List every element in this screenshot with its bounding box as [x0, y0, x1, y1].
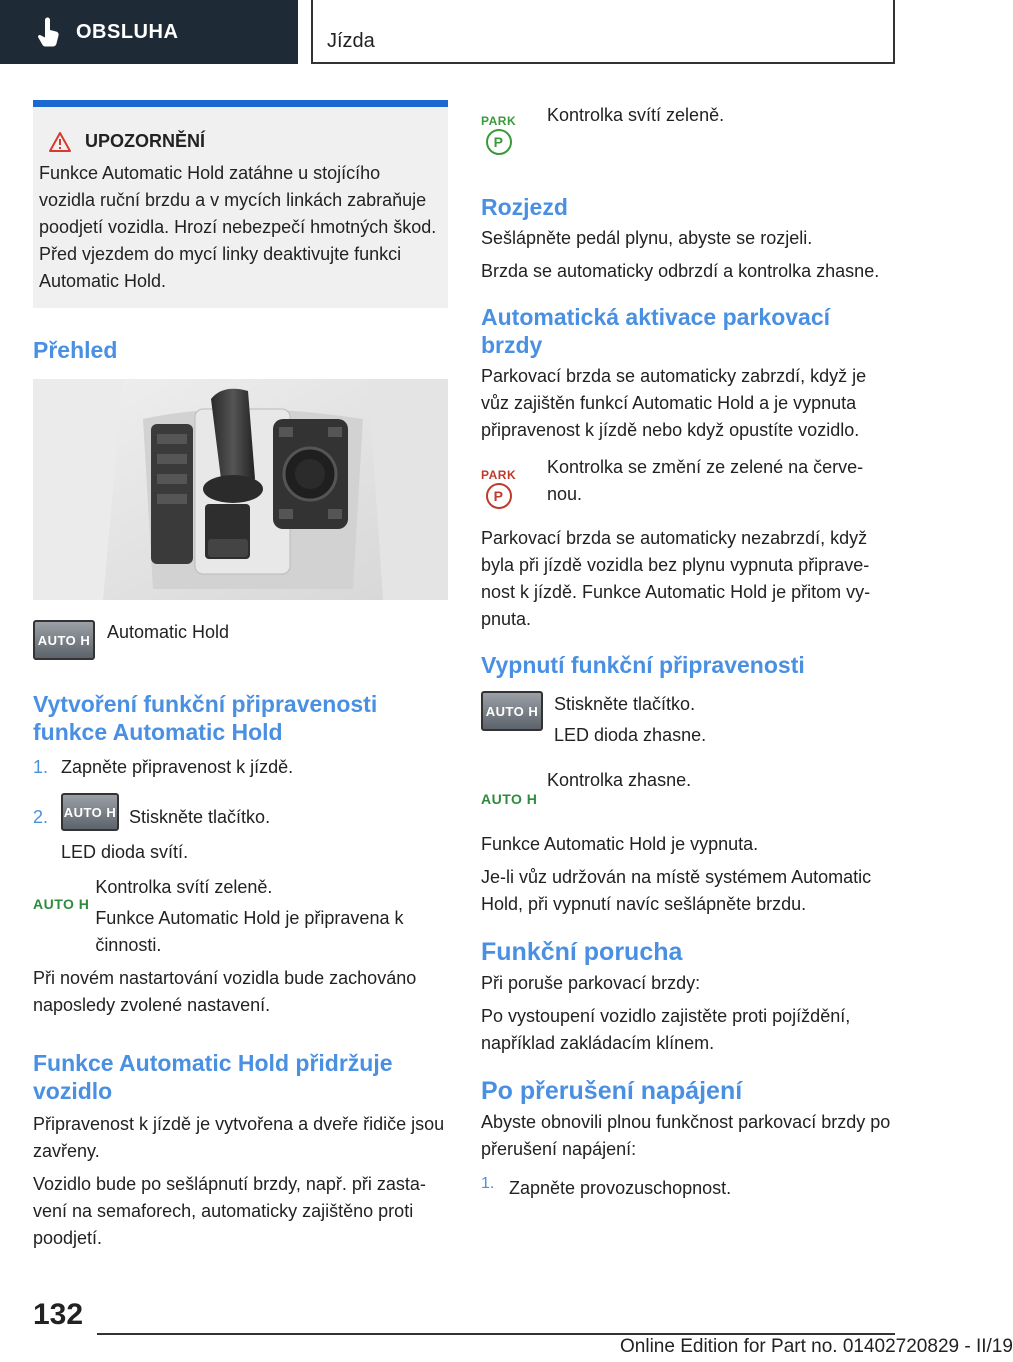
note-text: Při novém nastartování vozidla bude zachováno naposledy zvolené nastavení.: [33, 968, 417, 1015]
step-text: Zapněte připravenost k jízdě.: [61, 757, 294, 777]
holds-heading: Funkce Automatic Hold přidržuje vozidlo: [33, 1050, 393, 1104]
off-paragraph-1: Funkce Automatic Hold je vypnuta.: [481, 834, 759, 854]
warning-triangle-icon: [49, 132, 71, 152]
indicator-text-2: Funkce Automatic Hold je připravena k činnosti.: [95, 908, 404, 955]
indicator-text-1: Kontrolka svítí zeleně.: [95, 877, 273, 897]
off-paragraph-2: Je-li vůz udržován na místě systémem Automatic Hold, při vypnutí navíc sešlápněte brzdu.: [481, 867, 872, 914]
park-red-text: Kontrolka se změní ze zelené na červenou.: [547, 457, 864, 504]
left-column: [33, 100, 448, 1252]
holds-paragraph-2: Vozidlo bude po sešlápnutí brzdy, např. při zastavení na semaforech, automaticky zajištěno proti poodjetí.: [33, 1174, 426, 1248]
power-heading: Po přerušení napájení: [481, 1077, 743, 1105]
fault-paragraph-1: Při poruše parkovací brzdy:: [481, 973, 701, 993]
off-indicator-row: [481, 767, 896, 809]
warning-title-text: UPOZORNĚNÍ: [85, 131, 206, 151]
right-column: [481, 100, 896, 1202]
step-text: Stiskněte tlačítko.: [129, 807, 271, 827]
off-button-text-1: Stiskněte tlačítko.: [554, 694, 696, 714]
auto-hold-button-icon: AUTO H: [481, 691, 543, 731]
create-step-1: [33, 754, 448, 781]
hand-pointer-icon: [36, 17, 62, 47]
step-number: 1.: [481, 1175, 495, 1192]
power-step-1: [481, 1175, 896, 1202]
park-indicator-red-icon: PARK P: [481, 468, 516, 509]
rozjezd-paragraph-2: Brzda se automaticky odbrzdí a kontrolka zhasne.: [481, 261, 880, 281]
auto-hold-button-icon: AUTO H: [33, 620, 95, 660]
step-text: Zapněte provozuschopnost.: [509, 1178, 732, 1198]
park-green-text: Kontrolka svítí zeleně.: [547, 105, 725, 125]
overview-button-row: [33, 620, 448, 660]
auto-park-heading: Automatická aktivace parkovací brzdy: [481, 304, 831, 358]
off-indicator-text: Kontrolka zhasne.: [547, 770, 692, 790]
park-indicator-green-icon: PARK P: [481, 114, 516, 155]
console-illustration: [33, 379, 448, 600]
off-button-text-2: LED dioda zhasne.: [554, 725, 707, 745]
chapter-title: Jízda: [327, 30, 375, 52]
section-label: OBSLUHA: [76, 20, 179, 43]
rozjezd-heading: Rozjezd: [481, 194, 568, 220]
auto-hold-indicator-icon: AUTO H: [481, 791, 538, 807]
step-number: 1.: [33, 757, 49, 777]
warning-text: Funkce Automatic Hold zatáhne u stojícího vozidla ruční brzdu a v mycích linkách zabraňuje poodjetí vozidla. Hrozí nebezpečí hmotných škod. Před vjezdem do mycí linky deaktivujte funkci Automatic Hold.: [39, 163, 437, 291]
fault-paragraph-2: Po vystoupení vozidlo zajistěte proti pojíždění, například zakládacím klínem.: [481, 1006, 851, 1053]
indicator-row: [33, 874, 448, 959]
footer-rule: [97, 1333, 895, 1335]
auto-park-paragraph-2: Parkovací brzda se automaticky nezabrzdí, když byla při jízdě vozidla bez plynu vypnuta připravenost k jízdě. Funkce Automatic Hold je přitom vypnuta.: [481, 528, 871, 629]
off-heading: Vypnutí funkční připravenosti: [481, 652, 805, 678]
led-text: LED dioda svítí.: [61, 842, 189, 862]
fault-heading: Funkční porucha: [481, 938, 683, 966]
rozjezd-paragraph-1: Sešlápněte pedál plynu, abyste se rozjeli.: [481, 228, 813, 248]
step-number: 2.: [33, 807, 49, 827]
create-step-2: [33, 793, 448, 831]
auto-park-paragraph-1: Parkovací brzda se automaticky zabrzdí, když je vůz zajištěn funkcí Automatic Hold a je vypnuta připravenost k jízdě nebo když opustíte vozidlo.: [481, 366, 867, 440]
create-heading: Vytvoření funkční připravenosti funkce Automatic Hold: [33, 691, 378, 745]
overview-heading: Přehled: [33, 337, 118, 363]
park-green-row: [481, 100, 896, 155]
off-button-row: [481, 691, 896, 749]
console-photo: [33, 379, 448, 600]
section-tab: [0, 0, 298, 64]
edition-text: Online Edition for Part no. 01402720829 - II/19: [620, 1336, 1013, 1357]
chapter-header: [311, 0, 895, 64]
auto-hold-indicator-icon: AUTO H: [33, 896, 90, 912]
auto-hold-button-icon: AUTO H: [61, 793, 119, 831]
power-paragraph: Abyste obnovili plnou funkčnost parkovací brzdy po přerušení napájení:: [481, 1112, 891, 1159]
holds-paragraph-1: Připravenost k jízdě je vytvořena a dveře řidiče jsou zavřeny.: [33, 1114, 445, 1161]
park-red-row: [481, 454, 896, 509]
warning-title: [85, 131, 440, 152]
button-caption: Automatic Hold: [107, 622, 230, 642]
page-number: 132: [33, 1298, 84, 1331]
warning-box: [33, 100, 448, 308]
